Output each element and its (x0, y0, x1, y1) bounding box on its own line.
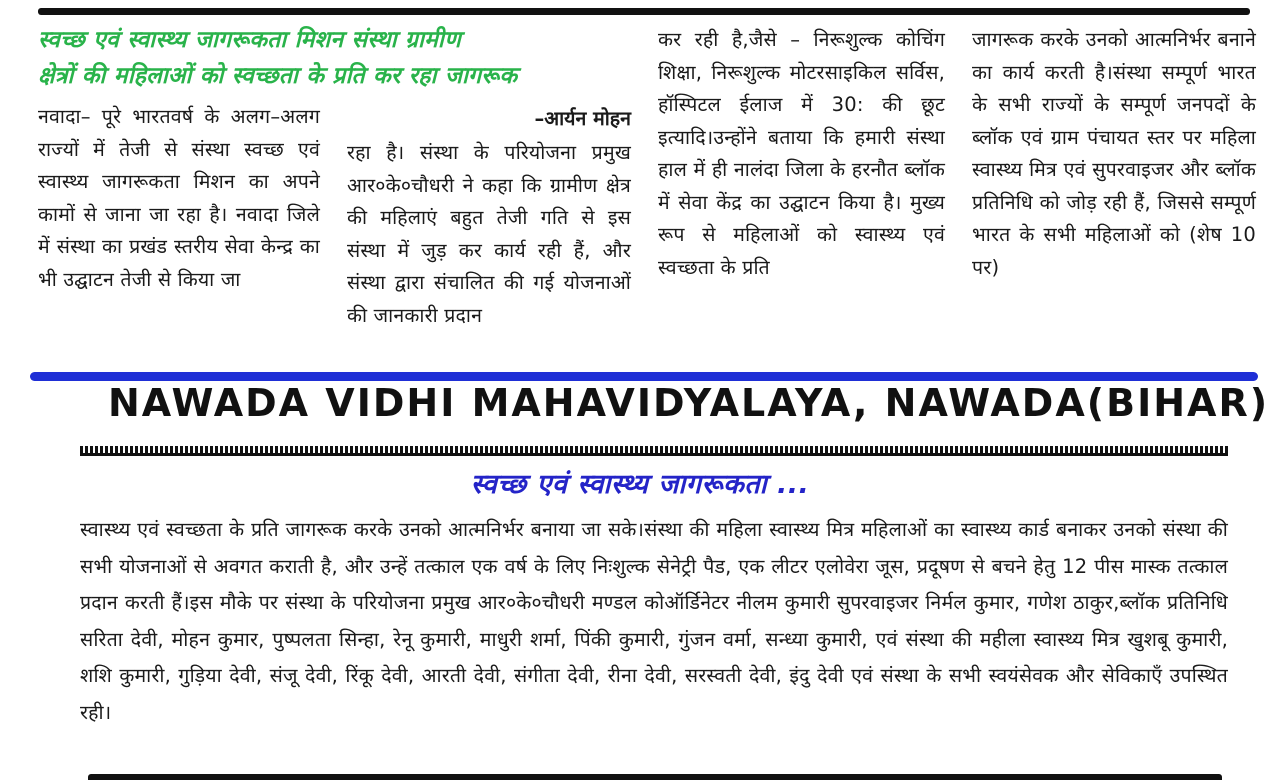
blue-divider (30, 372, 1258, 381)
column-1-text: नवादा– पूरे भारतवर्ष के अलग–अलग राज्यों में तेजी से संस्था स्वच्छ एवं स्वास्थ्य जागरूकता मिशन का अपने कामों से जाना जा रहा है। नवादा जिले में संस्था का प्रखंड स्तरीय सेवा केन्द्र का भी उद्घाटन तेजी से किया जा (38, 105, 320, 291)
article-column-3 (658, 24, 945, 284)
continuation-text: स्वास्थ्य एवं स्वच्छता के प्रति जागरूक करके उनको आत्मनिर्भर बनाया जा सके।संस्था की महिला स्वास्थ्य मित्र महिलाओं का स्वास्थ्य कार्ड बनाकर उनको संस्था की सभी योजनाओं से अवगत कराती है, और उन्हें तत्काल एक वर्ष के लिए निःशुल्क सेनेट्री पैड, एक लीटर एलोवेरा जूस, प्रदूषण से बचने हेतु 12 पीस मास्क तत्काल प्रदान करती हैं।इस मौके पर संस्था के परियोजना प्रमुख आर०के०चौधरी मण्डल कोऑर्डिनेटर नीलम कुमारी सुपरवाइजर निर्मल कुमार, गणेश ठाकुर,ब्लॉक प्रतिनिधि सरिता देवी, मोहन कुमार, पुष्पलता सिन्हा, रेनू कुमारी, माधुरी शर्मा, पिंकी कुमारी, गुंजन वर्मा, सन्ध्या कुमारी, एवं संस्था की महीला स्वास्थ्य मित्र खुशबू कुमारी, शशि कुमारी, गुड़िया देवी, संजू देवी, रिंकू देवी, आरती देवी, संगीता देवी, रीना देवी, सरस्वती देवी, इंदु देवी एवं संस्था के सभी स्वयंसेवक और सेविकाएँ उपस्थित रही। (80, 518, 1228, 724)
headline-line-1: स्वच्छ एवं स्वास्थ्य जागरूकता मिशन संस्था ग्रामीण (38, 27, 461, 53)
continuation-title: स्वच्छ एवं स्वास्थ्य जागरूकता ... (470, 469, 810, 500)
column-2-text: रहा है। संस्था के परियोजना प्रमुख आर०के०चौधरी ने कहा कि ग्रामीण क्षेत्र की महिलाएं बहुत तेजी गति से इस संस्था में जुड़ कर कार्य रही हैं, और संस्था द्वारा संचालित की गई योजनाओं की जानकारी प्रदान (347, 141, 631, 327)
headline-line-2: क्षेत्रों की महिलाओं को स्वच्छता के प्रति कर रहा जागरूक (38, 63, 518, 89)
bottom-rule (88, 774, 1222, 780)
dashed-rule (80, 446, 1228, 456)
article-column-1 (38, 101, 320, 296)
article-headline (38, 22, 636, 94)
column-3-text: कर रही है,जैसे – निरूशुल्क कोचिंग शिक्षा, निरूशुल्क मोटरसाइकिल सर्विस, हॉस्पिटल ईलाज में 30: की छूट इत्यादि।उन्होंने बताया कि हमारी संस्था हाल में ही नालंदा जिला के हरनौत ब्लॉक में सेवा केंद्र का उद्घाटन किया है। मुख्य रूप से महिलाओं को स्वास्थ्य एवं स्वच्छता के प्रति (658, 28, 945, 279)
top-rule (38, 8, 1250, 15)
article-column-4 (972, 24, 1256, 284)
byline: –आर्यन मोहन (534, 107, 631, 130)
article-column-2 (347, 137, 631, 332)
cropped-banner (108, 381, 1270, 425)
column-4-text: जागरूक करके उनको आत्मनिर्भर बनाने का कार्य करती है।संस्था सम्पूर्ण भारत के सभी राज्यों के सम्पूर्ण जनपदों के ब्लॉक एवं ग्राम पंचायत स्तर पर महिला स्वास्थ्य मित्र एवं सुपरवाइजर और ब्लॉक प्रतिनिधि को जोड़ रही हैं, जिससे सम्पूर्ण भारत के सभी महिलाओं को (शेष 10 पर) (972, 28, 1256, 279)
cropped-banner-text: NAWADA VIDHI MAHAVIDYALAYA, NAWADA(BIHAR) (108, 381, 1270, 425)
